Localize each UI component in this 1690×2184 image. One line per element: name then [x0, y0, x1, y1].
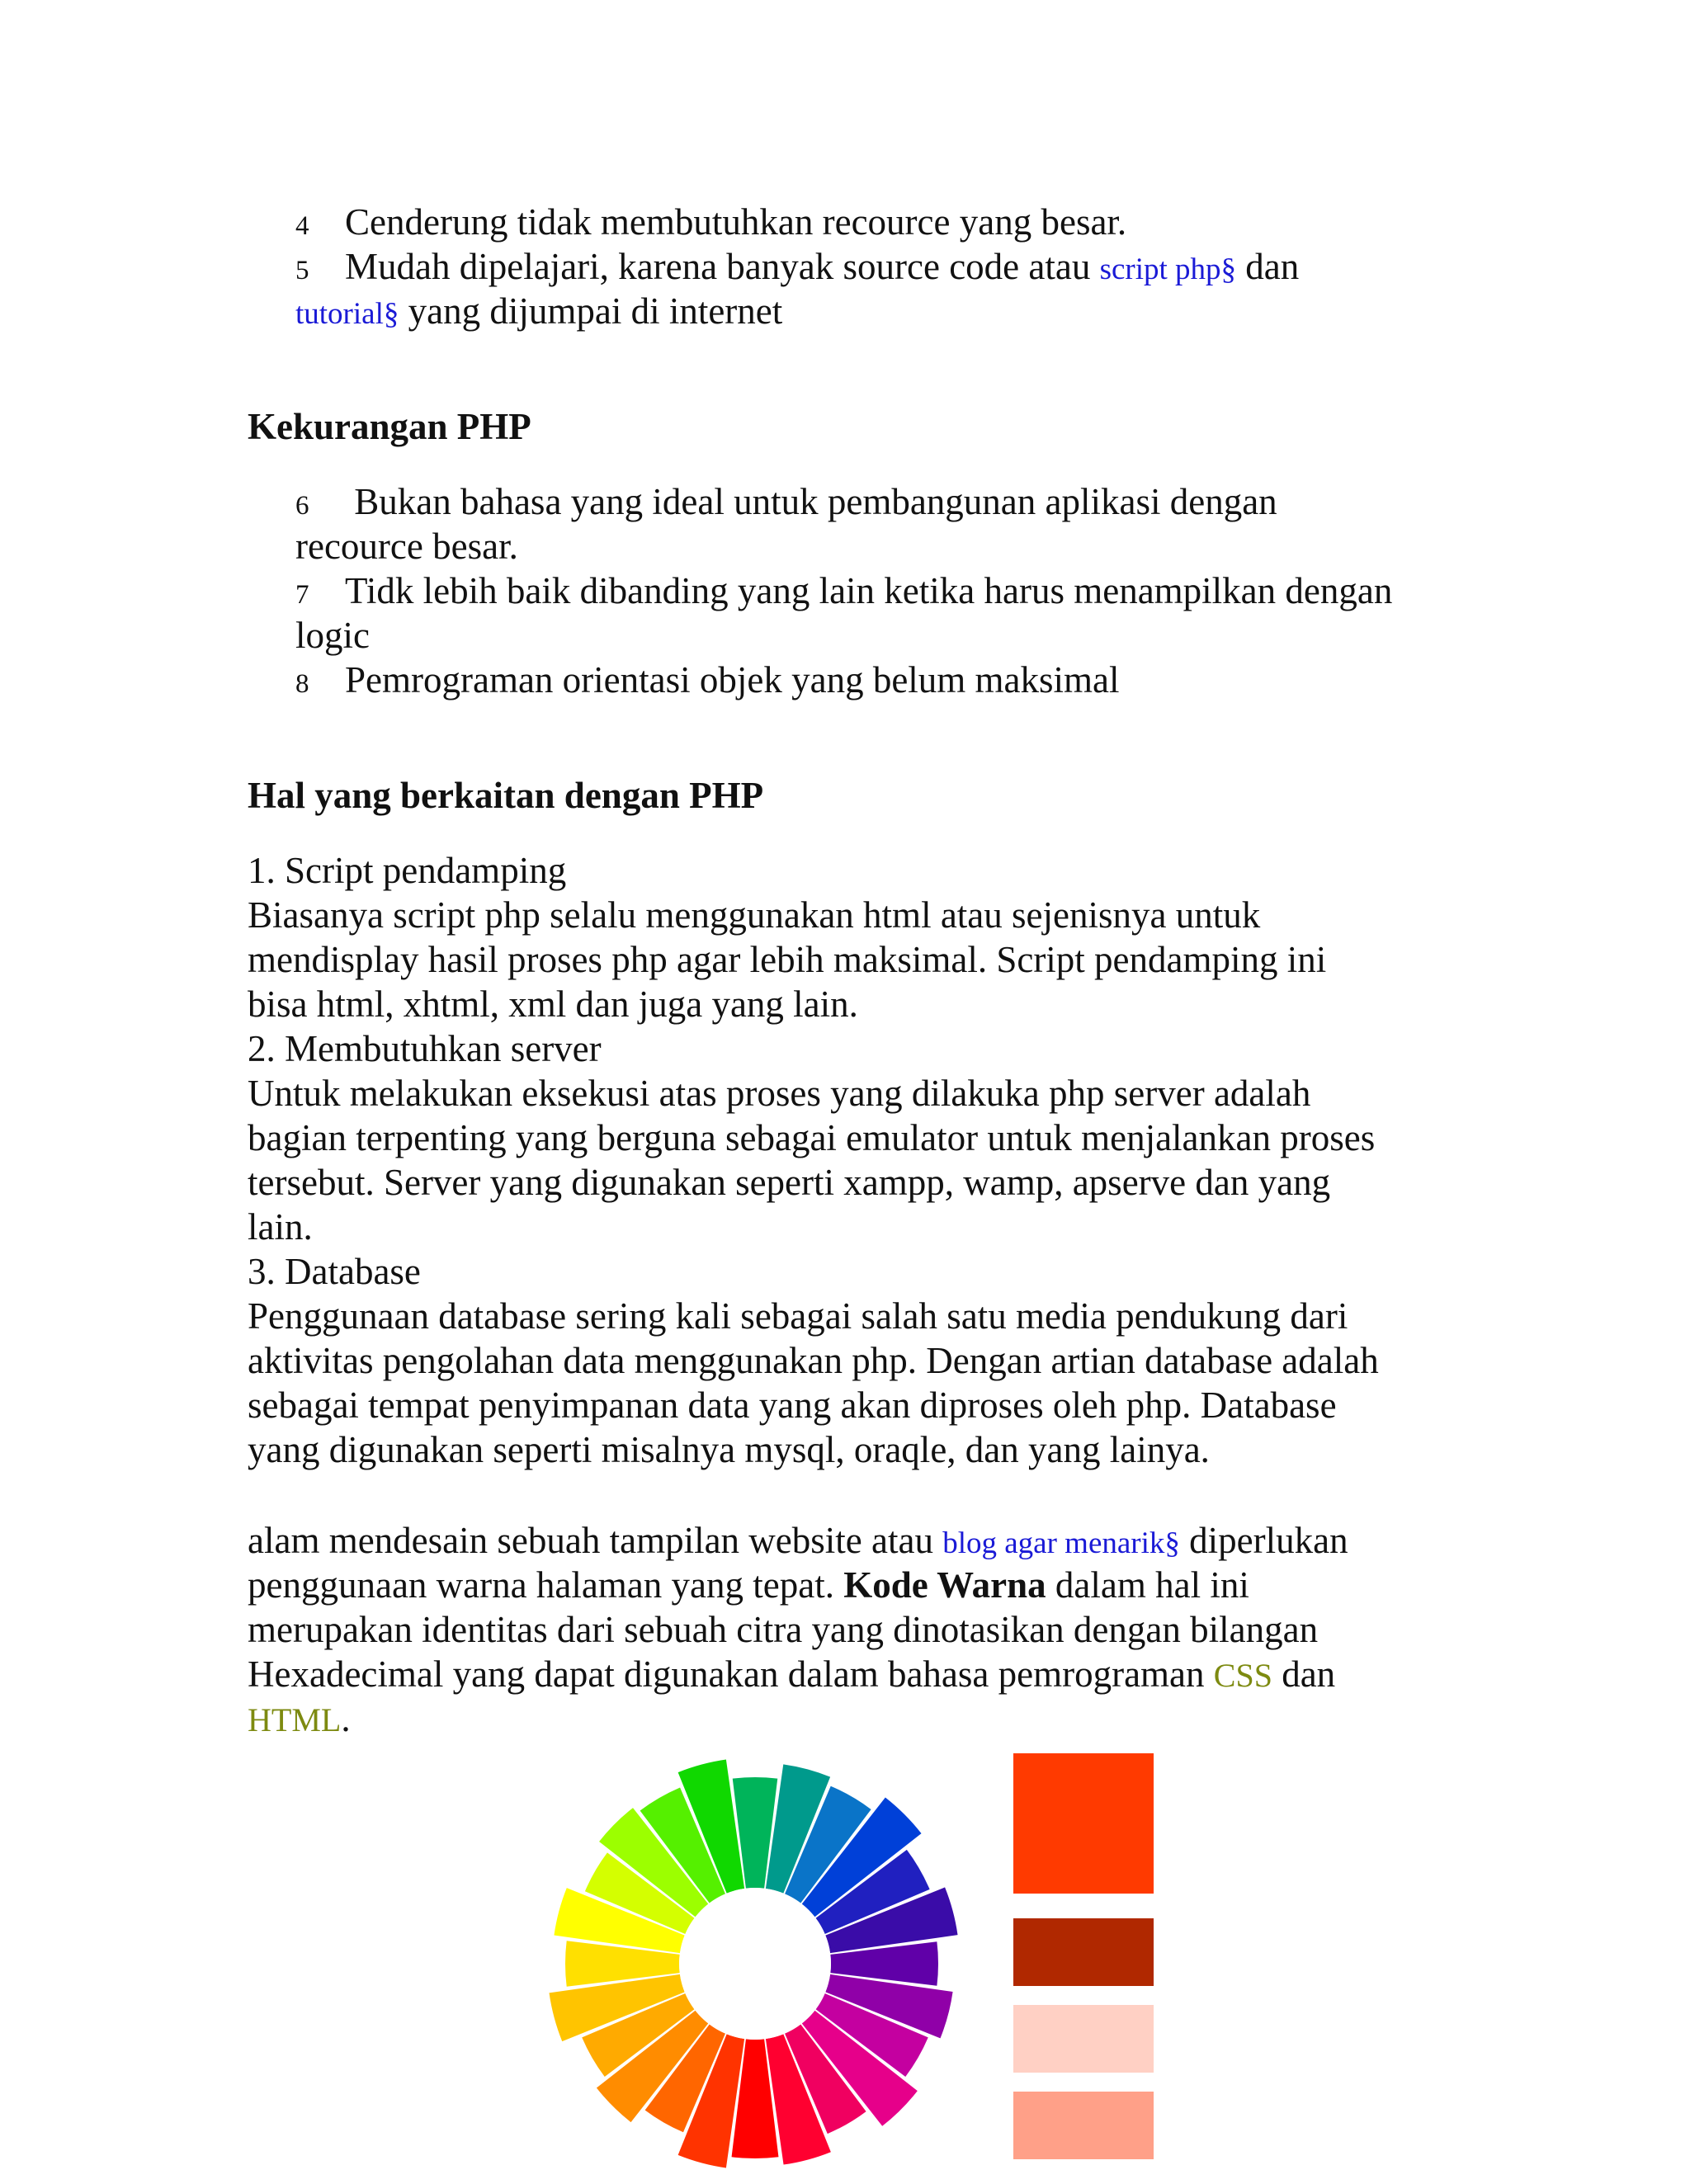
color-wheel-graphic	[507, 1724, 1003, 2184]
text-span: dan	[1272, 1653, 1336, 1695]
script-php-link[interactable]: script php§	[1099, 252, 1237, 286]
text-span: penggunaan warna halaman yang tepat.	[248, 1564, 844, 1606]
paragraph-line: Penggunaan database sering kali sebagai salah satu media pendukung dari	[248, 1295, 1348, 1337]
list-text: Tidk lebih baik dibanding yang lain ketika harus menampilkan dengan	[345, 570, 1393, 611]
list-item	[295, 479, 1277, 528]
list-text: Bukan bahasa yang ideal untuk pembangunan aplikasi dengan	[345, 481, 1277, 522]
paragraph-line: aktivitas pengolahan data menggunakan php. Dengan artian database adalah	[248, 1340, 1379, 1381]
list-item-continuation: recource besar.	[295, 526, 518, 567]
html-link[interactable]: HTML	[248, 1701, 342, 1738]
color-wheel-image	[507, 1724, 1003, 2184]
paragraph-line	[248, 1696, 351, 1743]
kode-warna-bold: Kode Warna	[843, 1564, 1046, 1606]
tutorial-link[interactable]: tutorial§	[295, 297, 399, 331]
list-item	[295, 200, 1126, 248]
text-span: dalam hal ini	[1046, 1564, 1249, 1606]
list-item	[295, 244, 1299, 293]
color-wheel-center	[679, 1888, 831, 2040]
paragraph-line	[248, 1563, 1249, 1607]
text-span: alam mendesain sebuah tampilan website atau	[248, 1520, 943, 1561]
text-span: Hexadecimal yang dapat digunakan dalam bahasa pemrograman	[248, 1653, 1214, 1695]
text-span: diperlukan	[1179, 1520, 1348, 1561]
paragraph-line: tersebut. Server yang digunakan seperti xampp, wamp, apserve dan yang	[248, 1162, 1331, 1203]
list-text: Pemrograman orientasi objek yang belum maksimal	[345, 659, 1120, 700]
list-item	[295, 658, 1120, 706]
paragraph-line: bagian terpenting yang berguna sebagai emulator untuk menjalankan proses	[248, 1117, 1376, 1158]
list-text: yang dijumpai di internet	[399, 290, 783, 332]
list-text: Cenderung tidak membutuhkan recource yang besar.	[345, 201, 1127, 243]
paragraph-line: lain.	[248, 1206, 313, 1248]
list-text: Mudah dipelajari, karena banyak source code atau	[345, 246, 1100, 287]
blog-agar-menarik-link[interactable]: blog agar menarik§	[942, 1526, 1180, 1560]
color-swatch	[1013, 1753, 1154, 1894]
list-text-after: dan	[1236, 246, 1300, 287]
list-number: 7	[295, 580, 309, 610]
list-number: 5	[295, 256, 309, 285]
color-swatch	[1013, 2092, 1154, 2159]
text-span: .	[341, 1698, 351, 1739]
list-item-continuation	[295, 289, 782, 337]
paragraph-line: merupakan identitas dari sebuah citra yang dinotasikan dengan bilangan	[248, 1609, 1319, 1650]
list-item-continuation: logic	[295, 615, 370, 656]
paragraph-line: mendisplay hasil proses php agar lebih maksimal. Script pendamping ini	[248, 939, 1327, 980]
color-swatch	[1013, 1918, 1154, 1986]
paragraph-line: bisa html, xhtml, xml dan juga yang lain.	[248, 984, 858, 1025]
list-number: 6	[295, 491, 309, 521]
list-number: 4	[295, 211, 309, 241]
paragraph-line: 3. Database	[248, 1251, 421, 1292]
paragraph-line: sebagai tempat penyimpanan data yang akan diproses oleh php. Database	[248, 1384, 1337, 1426]
list-item	[295, 568, 1392, 617]
section-heading-hal: Hal yang berkaitan dengan PHP	[248, 775, 764, 816]
css-link[interactable]: CSS	[1213, 1657, 1272, 1694]
color-swatch	[1013, 2005, 1154, 2073]
paragraph-line: Untuk melakukan eksekusi atas proses yang dilakuka php server adalah	[248, 1073, 1311, 1114]
paragraph-line: 2. Membutuhkan server	[248, 1028, 602, 1069]
paragraph-line: 1. Script pendamping	[248, 850, 567, 891]
paragraph-line: yang digunakan seperti misalnya mysql, oraqle, dan yang lainya.	[248, 1429, 1210, 1470]
paragraph-line: Biasanya script php selalu menggunakan html atau sejenisnya untuk	[248, 894, 1261, 936]
paragraph-line	[248, 1652, 1335, 1698]
list-number: 8	[295, 669, 309, 699]
paragraph-line	[248, 1518, 1348, 1566]
section-heading-kekurangan: Kekurangan PHP	[248, 406, 531, 447]
